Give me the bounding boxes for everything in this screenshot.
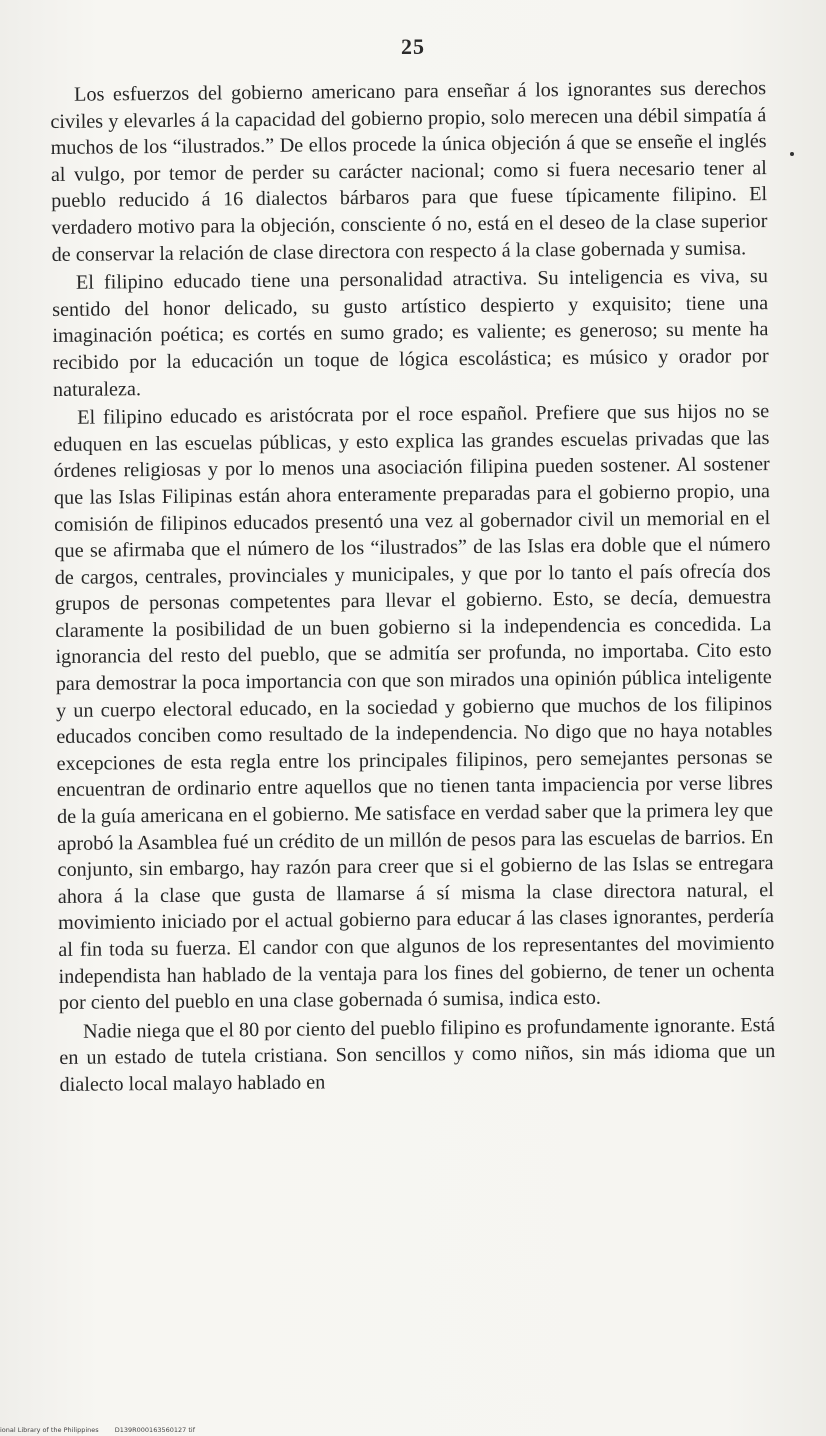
paragraph-2: El filipino educado tiene una personalidad atractiva. Su inteligencia es viva, su sentido del honor delicado, su gusto artístico despierto y exquisito; tiene una imaginación poética; es cortés en sumo grado; es valiente; es generoso; su mente ha recibido por la educación un toque de lógica escolástica; es músico y orador por naturaleza. [52, 265, 769, 401]
page-number: 25 [401, 34, 425, 59]
body-text [50, 75, 776, 1098]
footer-library: ional Library of the Philippines [0, 1426, 99, 1434]
footer-code: D139R000163560127 tif [114, 1426, 195, 1434]
paragraph-4: Nadie niega que el 80 por ciento del pueblo filipino es profundamente ignorante. Está en un estado de tutela cristiana. Son sencillos y como niños, sin más idioma que un dialecto local malayo hablado en [59, 1013, 776, 1096]
scan-footer [0, 1425, 360, 1436]
scan-speck [790, 152, 794, 156]
paragraph-3: El filipino educado es aristócrata por el roce español. Prefiere que sus hijos no se eduquen en las escuelas públicas, y esto explica las grandes escuelas privadas que las órdenes religiosas y por lo menos una asociación filipina pueden sostener. Al sostener que las Islas Filipinas están ahora enteramente preparadas para el gobierno propio, una comisión de filipinos educados presentó una vez al gobernador civil un memorial en el que se afirmaba que el número de los “ilustrados” de las Islas era doble que el número de cargos, centrales, provinciales y municipales, y que por lo tanto el país ofrecía dos grupos de personas competentes para llevar el gobierno. Esto, se decía, demuestra claramente la posibilidad de un buen gobierno si la independencia es concedida. La ignorancia del resto del pueblo, que se admitía ser profunda, no importaba. Cito esto para demostrar la poca importancia con que son mirados una opinión pública inteligente y un cuerpo electoral educado, en la sociedad y gobierno que muchos de los filipinos educados conciben como resultado de la independencia. No digo que no haya notables excepciones de esta regla entre los principales filipinos, pero semejantes personas se encuentran de ordinario entre aquellos que no tienen tanta impaciencia por verse libres de la guía americana en el gobierno. Me satisface en verdad saber que la primera ley que aprobó la Asamblea fué un crédito de un millón de pesos para las escuelas de barrios. En conjunto, sin embargo, hay razón para creer que si el gobierno de las Islas se entregara ahora á la clase que gusta de llamarse á sí misma la clase directora natural, el movimiento iniciado por el actual gobierno para educar á las clases ignorantes, perdería al fin toda su fuerza. El candor con que algunos de los representantes del movimiento independista han hablado de la ventaja para los fines del gobierno, de tener un ochenta por ciento del pueblo en una clase gobernada ó sumisa, indica esto. [53, 400, 775, 1015]
paragraph-1: Los esfuerzos del gobierno americano para enseñar á los ignorantes sus derechos civiles y elevarles á la capacidad del gobierno propio, solo merecen una débil simpatía á muchos de los “ilustrados.” De ellos procede la única objeción á que se enseñe el inglés al vulgo, por temor de perder su carácter nacional; como si fuera necesario tener al pueblo reducido á 16 dialectos bárbaros para que fuese típicamente filipino. El verdadero motivo para la objeción, consciente ó no, está en el deseo de la clase superior de conservar la relación de clase directora con respecto á la clase gobernada y sumisa. [50, 77, 768, 266]
